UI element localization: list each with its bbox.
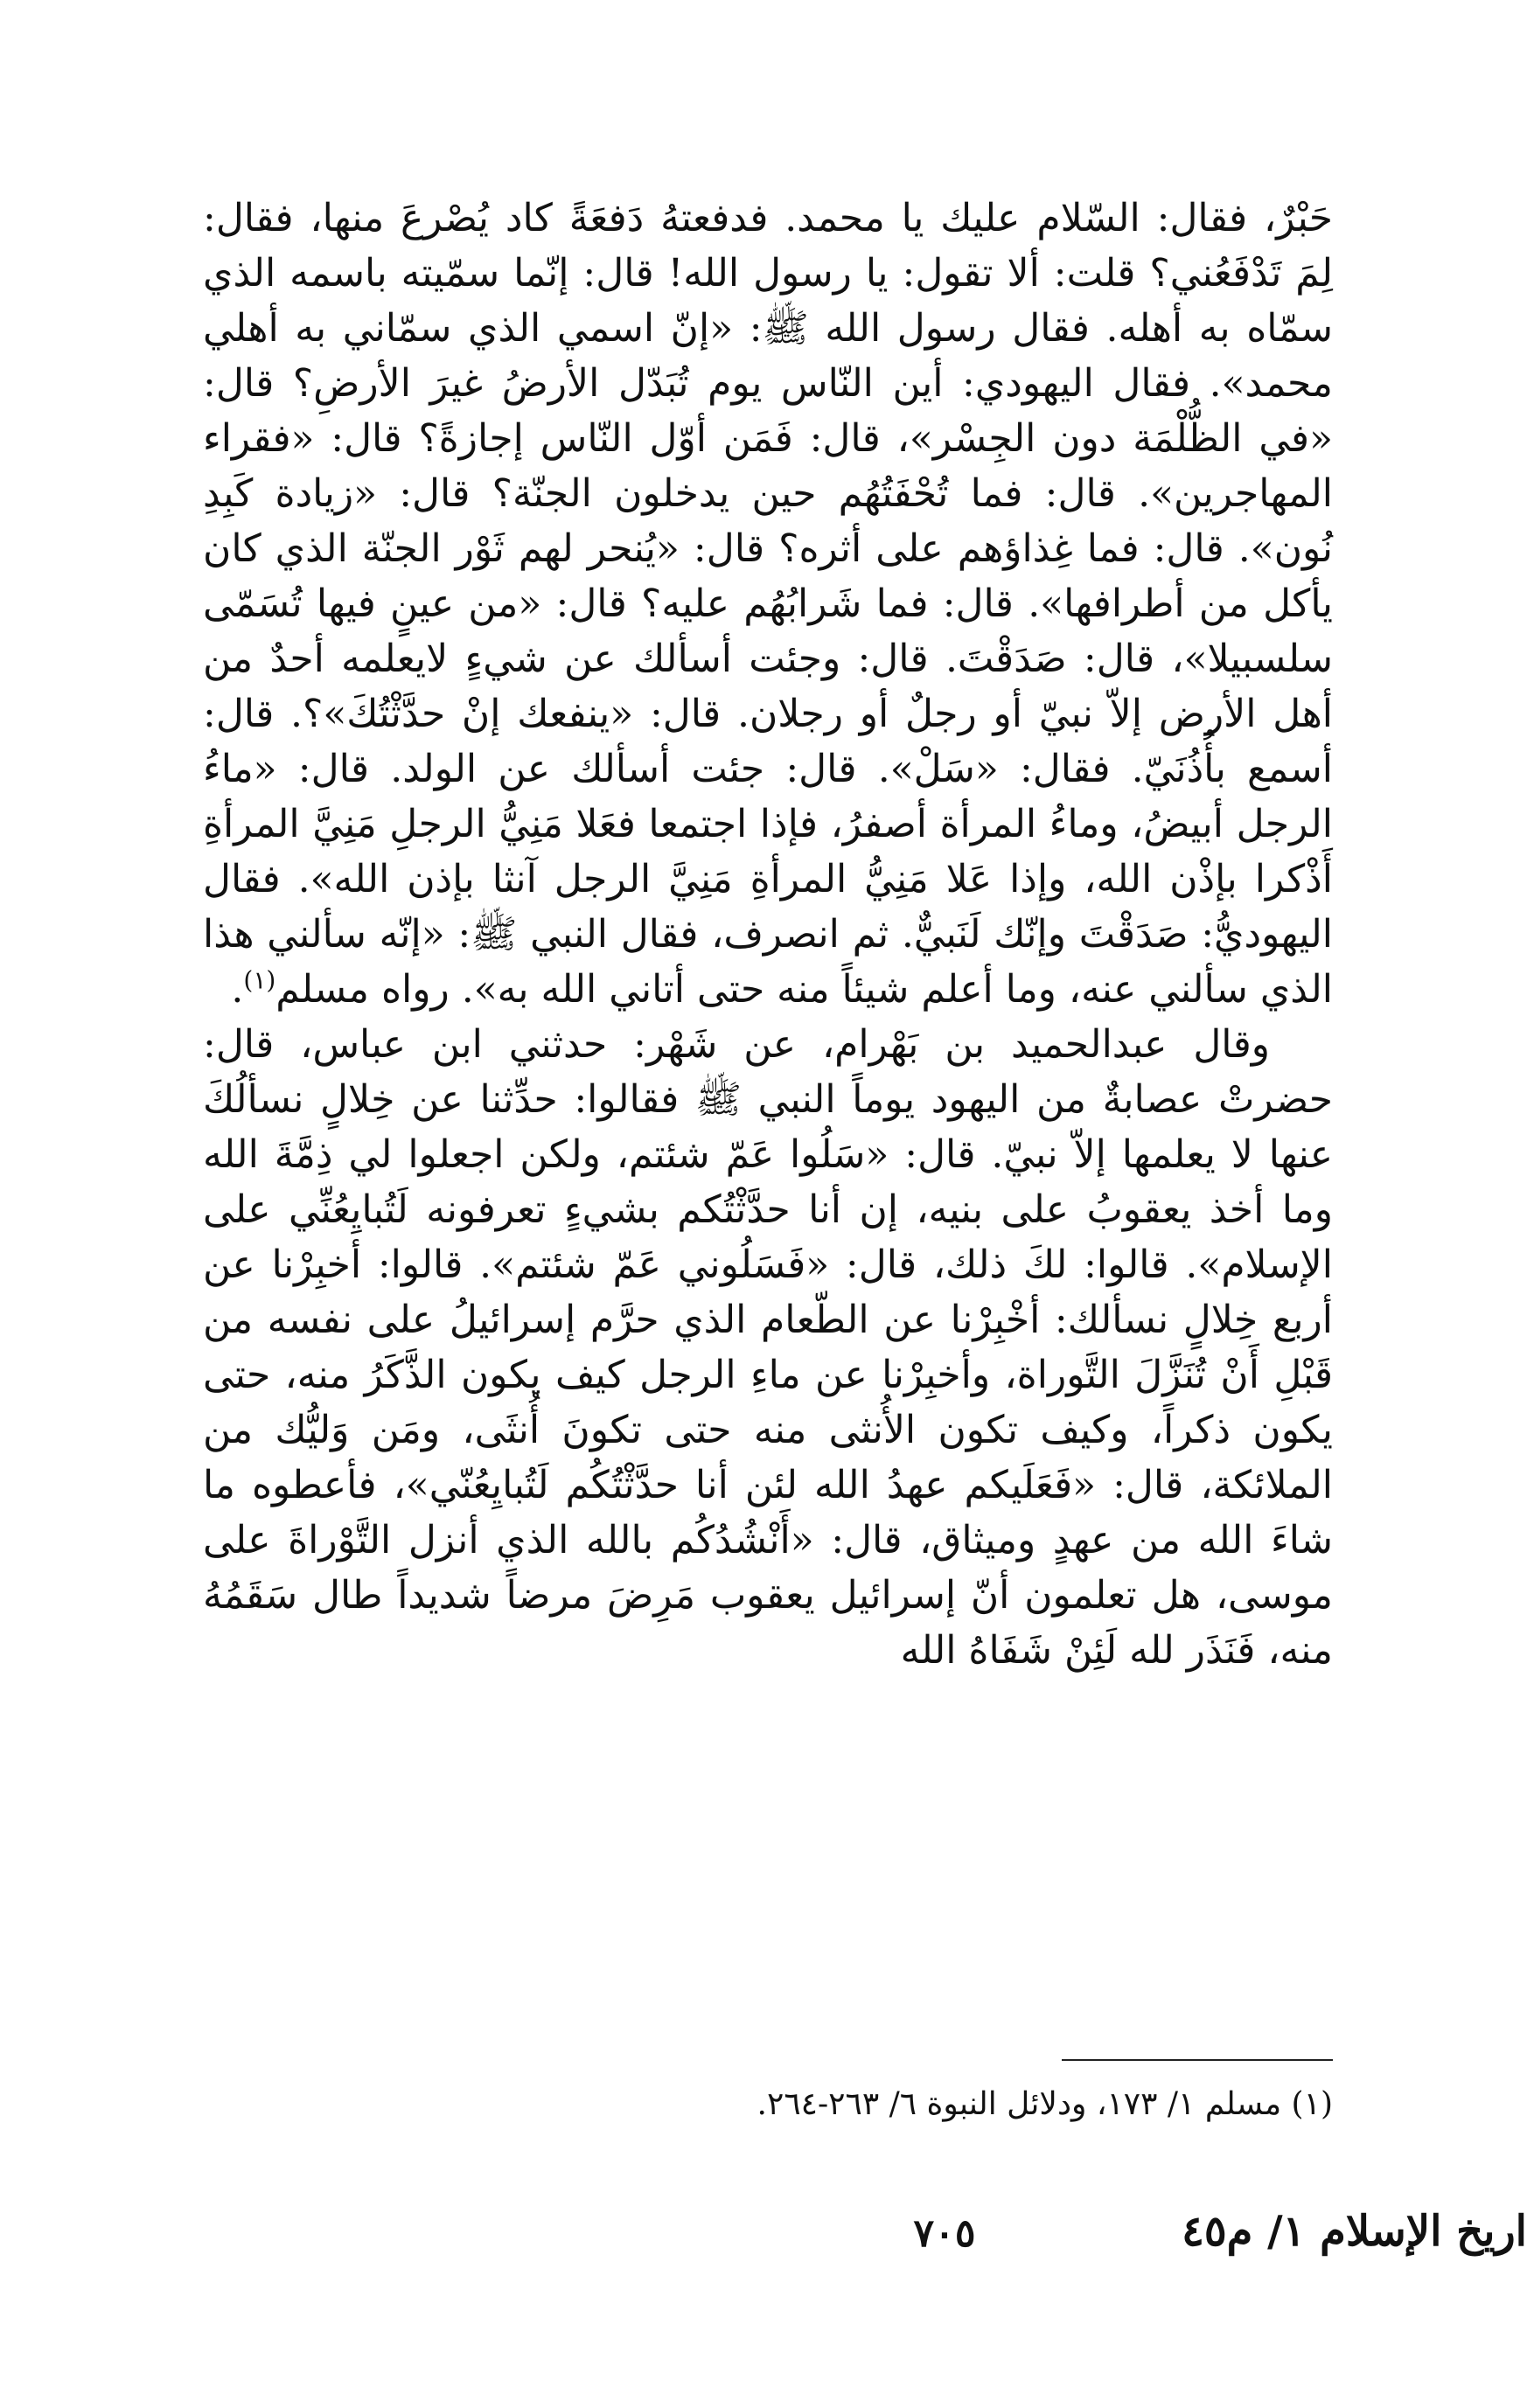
footnote-reference: (١) <box>243 965 276 995</box>
footnote: (١) مسلم ١/ ١٧٣، ودلائل النبوة ٦/ ٢٦٣-٢٦٤. <box>757 2086 1333 2122</box>
footnote-divider <box>1062 2059 1333 2061</box>
book-signature: اريخ الإسلام ١/ م٤٥ <box>1182 2207 1527 2256</box>
paragraph-2 <box>203 1017 1333 1678</box>
paragraph-1-text: حَبْرٌ، فقال: السّلام عليك يا محمد. فدفعتهُ دَفعَةً كاد يُصْرعَ منها، فقال: لِمَ تَدْفَعُني؟ قلت: ألا تقول: يا رسول الله! قال: إنّما سمّيته باسمه الذي سمّاه به أهله. فقال رسول الله ﷺ: «إنّ اسمي الذي سمّاني به أهلي محمد». فقال اليهودي: أين النّاس يوم تُبَدّل الأرضُ غيرَ الأرضِ؟ قال: «في الظُّلْمَة دون الجِسْر»، قال: فَمَن أوّل النّاس إجازةً؟ قال: «فقراء المهاجرين». قال: فما تُحْفَتُهُم حين يدخلون الجنّة؟ قال: «زيادة كَبِدِ نُون». قال: فما غِذاؤهم على أثره؟ قال: «يُنحر لهم ثَوْر الجنّة الذي كان يأكل من أطرافها». قال: فما شَرابُهُم عليه؟ قال: «من عينٍ فيها تُسَمّى سلسبيلا»، قال: صَدَقْتَ. قال: وجئت أسألك عن شيءٍ لايعلمه أحدٌ من أهل الأرض إلاّ نبيّ أو رجلٌ أو رجلان. قال: «ينفعك إنْ حدَّثْتُكَ»؟. قال: أسمع بأُذُنَيّ. فقال: «سَلْ». قال: جئت أسألك عن الولد. قال: «ماءُ الرجل أبيضُ، وماءُ المرأة أصفرُ، فإذا اجتمعا فعَلا مَنِيُّ الرجلِ مَنِيَّ المرأةِ أَذْكرا بإذْن الله، وإذا عَلا مَنِيُّ المرأةِ مَنِيَّ الرجل آنثا بإذن الله». فقال اليهوديُّ: صَدَقْتَ وإنّك لَنَبيٌّ. ثم انصرف، فقال النبي ﷺ: «إنّه سألني هذا الذي سألني عنه، وما أعلم شيئاً منه حتى أتاني الله به». رواه مسلم <box>203 196 1333 1012</box>
paragraph-2-text: وقال عبدالحميد بن بَهْرام، عن شَهْر: حدثني ابن عباس، قال: حضرتْ عصابةٌ من اليهود يوماً النبي ﷺ فقالوا: حدِّثنا عن خِلالٍ نسألُكَ عنها لا يعلمها إلاّ نبيّ. قال: «سَلُوا عَمّ شئتم، ولكن اجعلوا لي ذِمَّةَ الله وما أخذ يعقوبُ على بنيه، إن أنا حدَّثْتُكم بشيءٍ تعرفونه لَتُبايِعُنِّي على الإسلام». قالوا: لكَ ذلك، قال: «فَسَلُوني عَمّ شئتم». قالوا: أخبِرْنا عن أربع خِلالٍ نسألك: أخْبِرْنا عن الطّعام الذي حرَّم إسرائيلُ على نفسه من قَبْلِ أَنْ تُنَزَّلَ التَّوراة، وأخبِرْنا عن ماءِ الرجل كيف يكون الذَّكَرُ منه، حتى يكون ذكراً، وكيف تكون الأُنثى منه حتى تكونَ أُنثَى، ومَن وَليُّك من الملائكة، قال: «فَعَلَيكم عهدُ الله لئن أنا حدَّثْتُكُم لَتُبايِعُنّي»، فأعطوه ما شاءَ الله من عهدٍ وميثاق، قال: «أَنْشُدُكُم بالله الذي أنزل التَّوْراةَ على موسى، هل تعلمون أنّ إسرائيل يعقوب مَرِضَ مرضاً شديداً طال سَقَمُهُ منه، فَنَذَر لله لَئِنْ شَفَاهُ الله <box>203 1022 1333 1673</box>
paragraph-1-end: . <box>231 967 244 1012</box>
page-number: ٧٠٥ <box>913 2211 976 2256</box>
paragraph-1 <box>203 191 1333 1017</box>
main-text <box>203 191 1333 1678</box>
